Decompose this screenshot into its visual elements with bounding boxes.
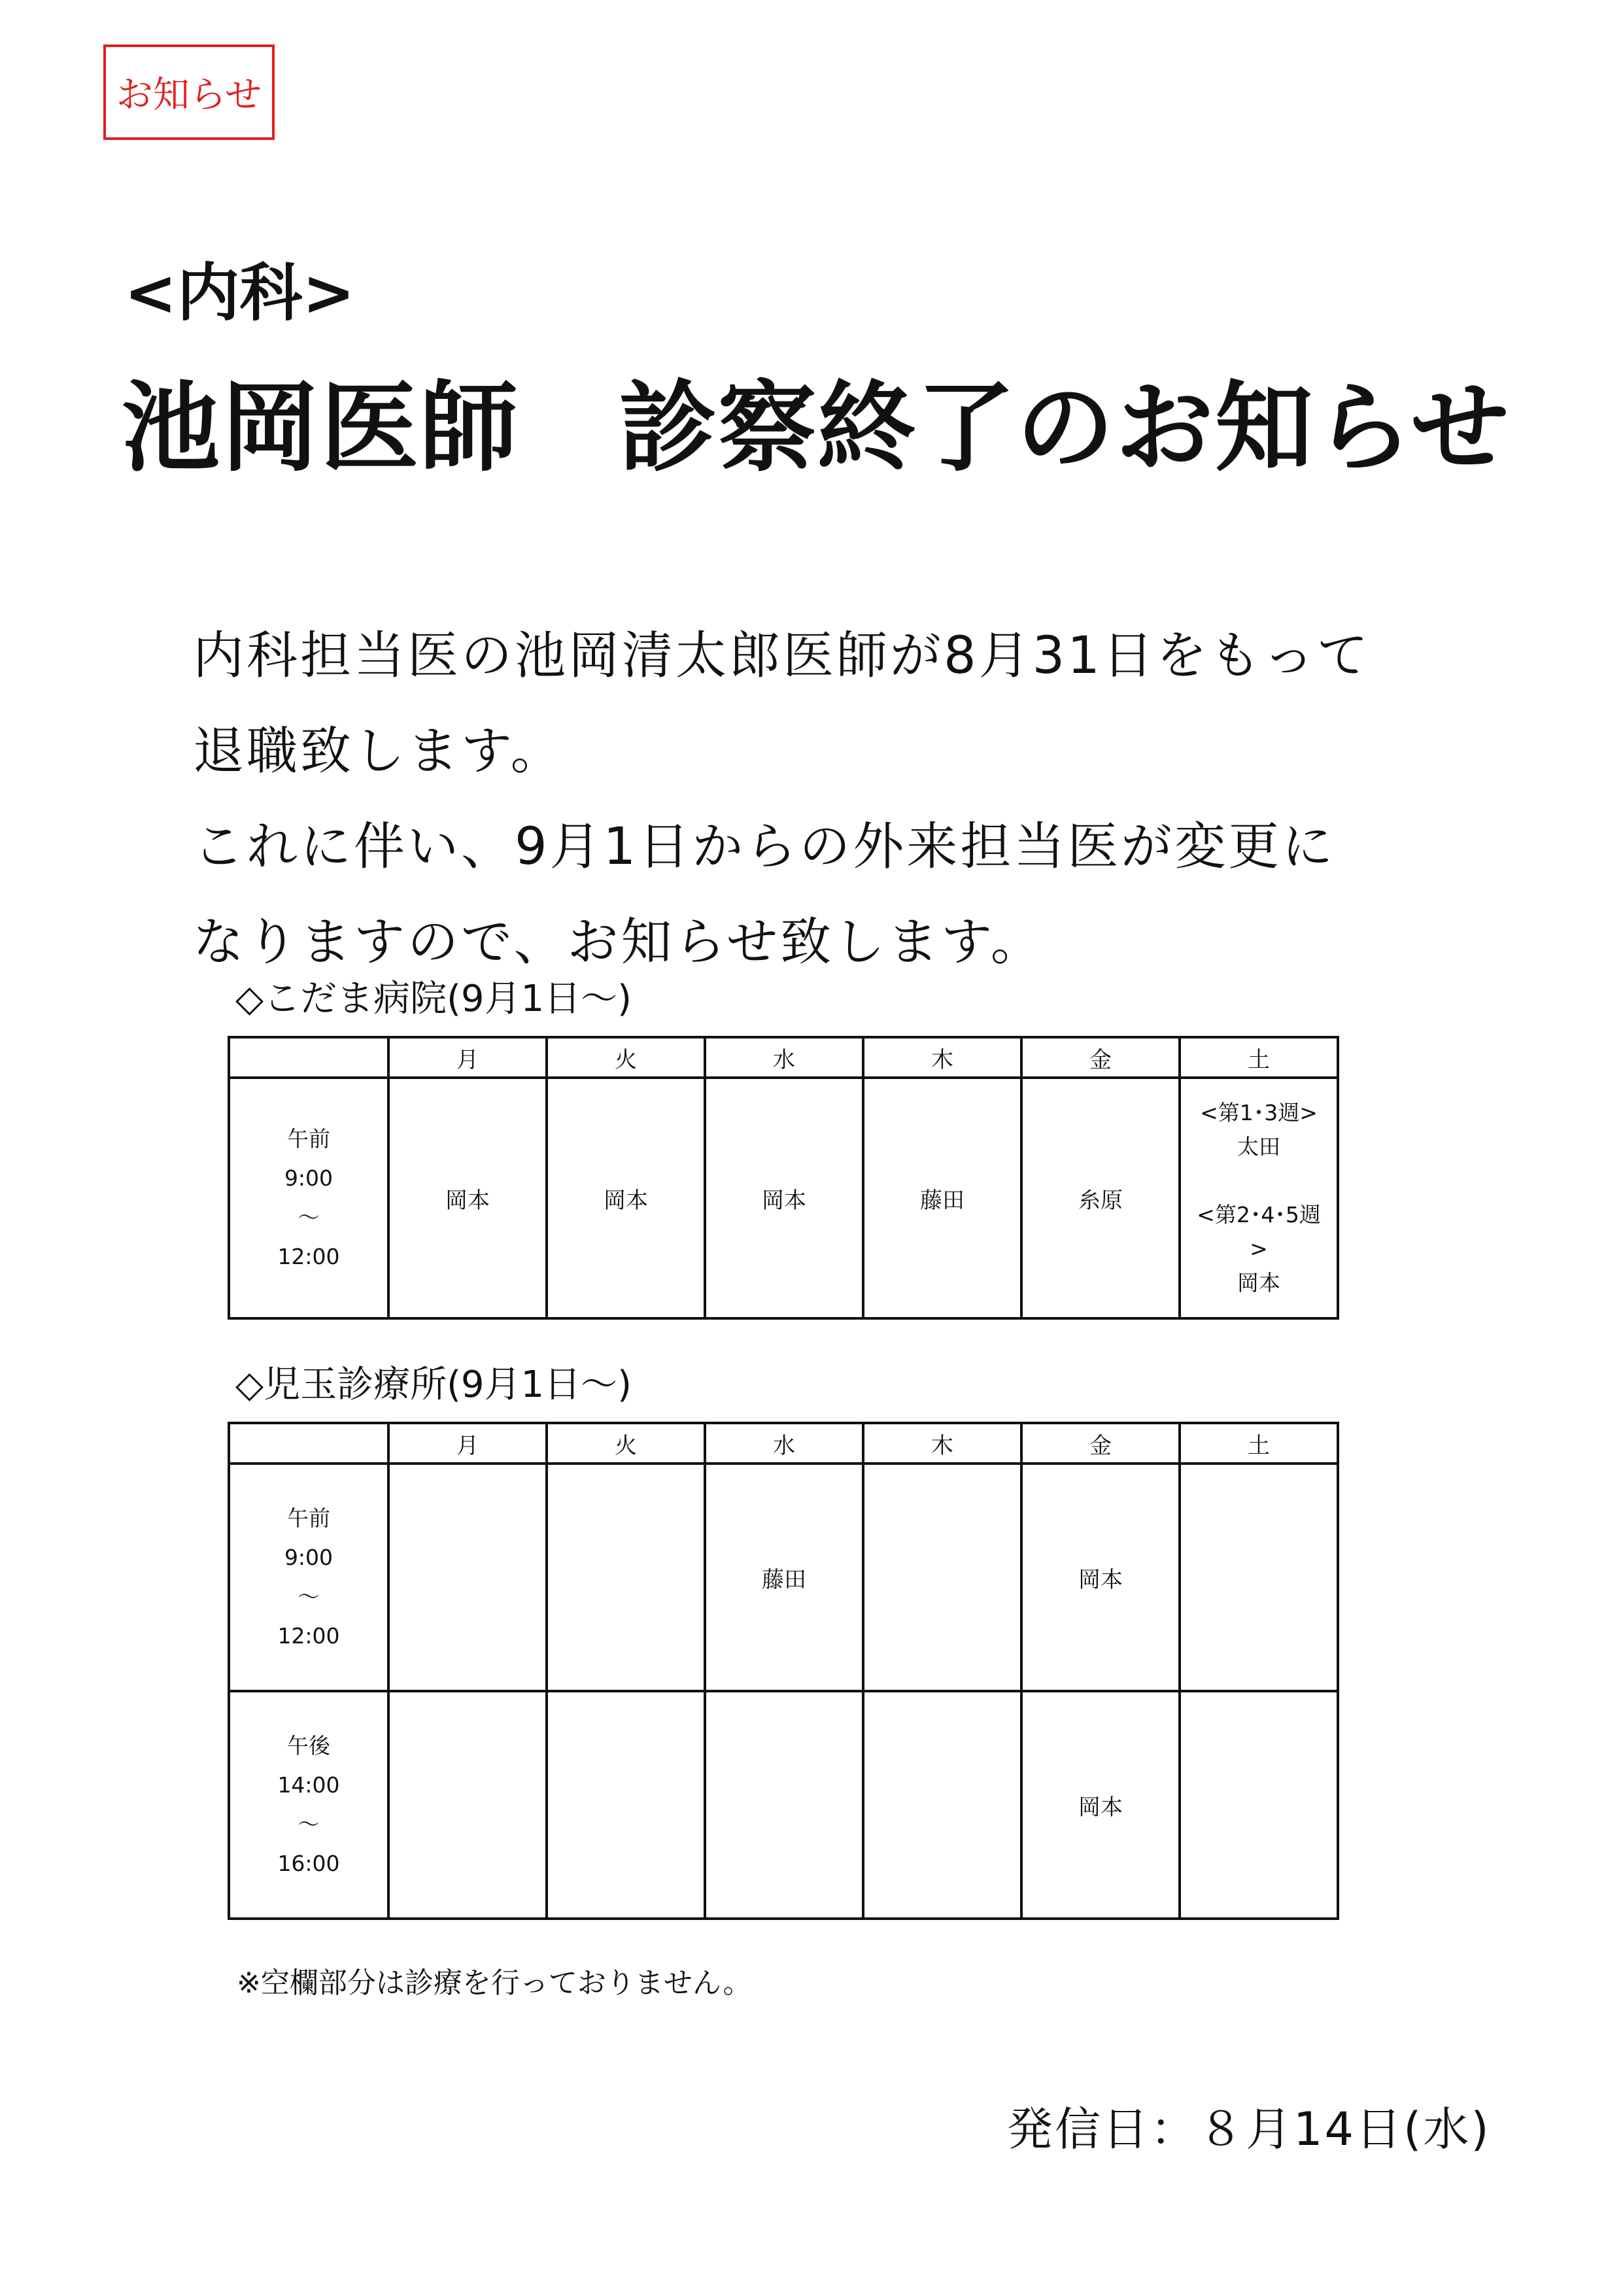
footnote: ※空欄部分は診療を行っておりません。 <box>237 1966 752 2000</box>
doctor-cell-thu <box>863 1464 1021 1691</box>
am-time-cell <box>229 1078 388 1318</box>
notice-badge: お知らせ <box>103 44 275 140</box>
doctor-cell-mon: 岡本 <box>388 1078 547 1318</box>
doctor-cell-sat <box>1180 1464 1338 1691</box>
doctor-cell-wed: 藤田 <box>705 1464 863 1691</box>
body-line: なりますので、お知らせ致します。 <box>193 913 1044 972</box>
am-time-cell <box>229 1464 388 1691</box>
sat-line: 太田 <box>1237 1134 1280 1159</box>
doctor-cell-tue <box>547 1691 705 1919</box>
sat-line: <第1･3週> <box>1200 1100 1318 1125</box>
sat-line <box>1181 1164 1337 1198</box>
table-row-am <box>229 1464 1338 1691</box>
doctor-cell-wed <box>705 1691 863 1919</box>
sat-line: 岡本 <box>1237 1270 1280 1295</box>
schedule1-table <box>228 1036 1339 1320</box>
doctor-cell-wed: 岡本 <box>705 1078 863 1318</box>
sat-line: > <box>1250 1236 1268 1261</box>
time-line: 午後 <box>287 1733 330 1758</box>
time-line: 14:00 <box>277 1772 340 1798</box>
day-header-thu: 木 <box>863 1037 1021 1078</box>
doctor-cell-mon <box>388 1464 547 1691</box>
day-header-tue: 火 <box>547 1423 705 1464</box>
doctor-cell-tue: 岡本 <box>547 1078 705 1318</box>
day-header-wed: 水 <box>705 1423 863 1464</box>
time-line: 12:00 <box>277 1623 340 1649</box>
time-line: 午前 <box>287 1505 330 1531</box>
doctor-cell-mon <box>388 1691 547 1919</box>
day-header-wed: 水 <box>705 1037 863 1078</box>
page-title: 池岡医師 診察終了のお知らせ <box>122 371 1511 485</box>
time-line: ～ <box>298 1811 320 1837</box>
time-line: 午前 <box>287 1126 330 1152</box>
body-line: これに伴い、9月1日からの外来担当医が変更に <box>193 817 1336 876</box>
doctor-cell-thu: 藤田 <box>863 1078 1021 1318</box>
time-line: ～ <box>298 1584 320 1609</box>
corner-cell <box>229 1037 388 1078</box>
doctor-cell-sat <box>1180 1078 1338 1318</box>
day-header-tue: 火 <box>547 1037 705 1078</box>
day-header-sat: 土 <box>1180 1037 1338 1078</box>
schedule2-table <box>228 1422 1339 1920</box>
doctor-cell-fri: 岡本 <box>1021 1691 1180 1919</box>
time-line: 12:00 <box>277 1244 340 1269</box>
pm-time-cell <box>229 1691 388 1919</box>
notice-body <box>193 608 1501 990</box>
time-line: ～ <box>298 1205 320 1230</box>
department-label: <内科> <box>124 256 355 330</box>
time-line: 16:00 <box>277 1851 340 1876</box>
table-header-row <box>229 1423 1338 1464</box>
corner-cell <box>229 1423 388 1464</box>
doctor-cell-sat <box>1180 1691 1338 1919</box>
sat-line: <第2･4･5週 <box>1197 1202 1321 1227</box>
day-header-mon: 月 <box>388 1037 547 1078</box>
body-line: 内科担当医の池岡清太郎医師が8月31日をもって <box>193 626 1371 685</box>
issue-date: 発信日：８月14日(水) <box>1007 2102 1491 2156</box>
doctor-cell-fri: 糸原 <box>1021 1078 1180 1318</box>
doctor-cell-fri: 岡本 <box>1021 1464 1180 1691</box>
day-header-fri: 金 <box>1021 1423 1180 1464</box>
time-line: 9:00 <box>284 1165 333 1191</box>
doctor-cell-thu <box>863 1691 1021 1919</box>
table-row-pm <box>229 1691 1338 1919</box>
schedule1-heading: ◇こだま病院(9月1日～) <box>235 978 632 1020</box>
table-header-row <box>229 1037 1338 1078</box>
table-row-am <box>229 1078 1338 1318</box>
day-header-sat: 土 <box>1180 1423 1338 1464</box>
time-line: 9:00 <box>284 1545 333 1570</box>
day-header-mon: 月 <box>388 1423 547 1464</box>
body-line: 退職致します。 <box>193 722 564 781</box>
day-header-thu: 木 <box>863 1423 1021 1464</box>
day-header-fri: 金 <box>1021 1037 1180 1078</box>
schedule2-heading: ◇児玉診療所(9月1日～) <box>235 1363 632 1406</box>
doctor-cell-tue <box>547 1464 705 1691</box>
